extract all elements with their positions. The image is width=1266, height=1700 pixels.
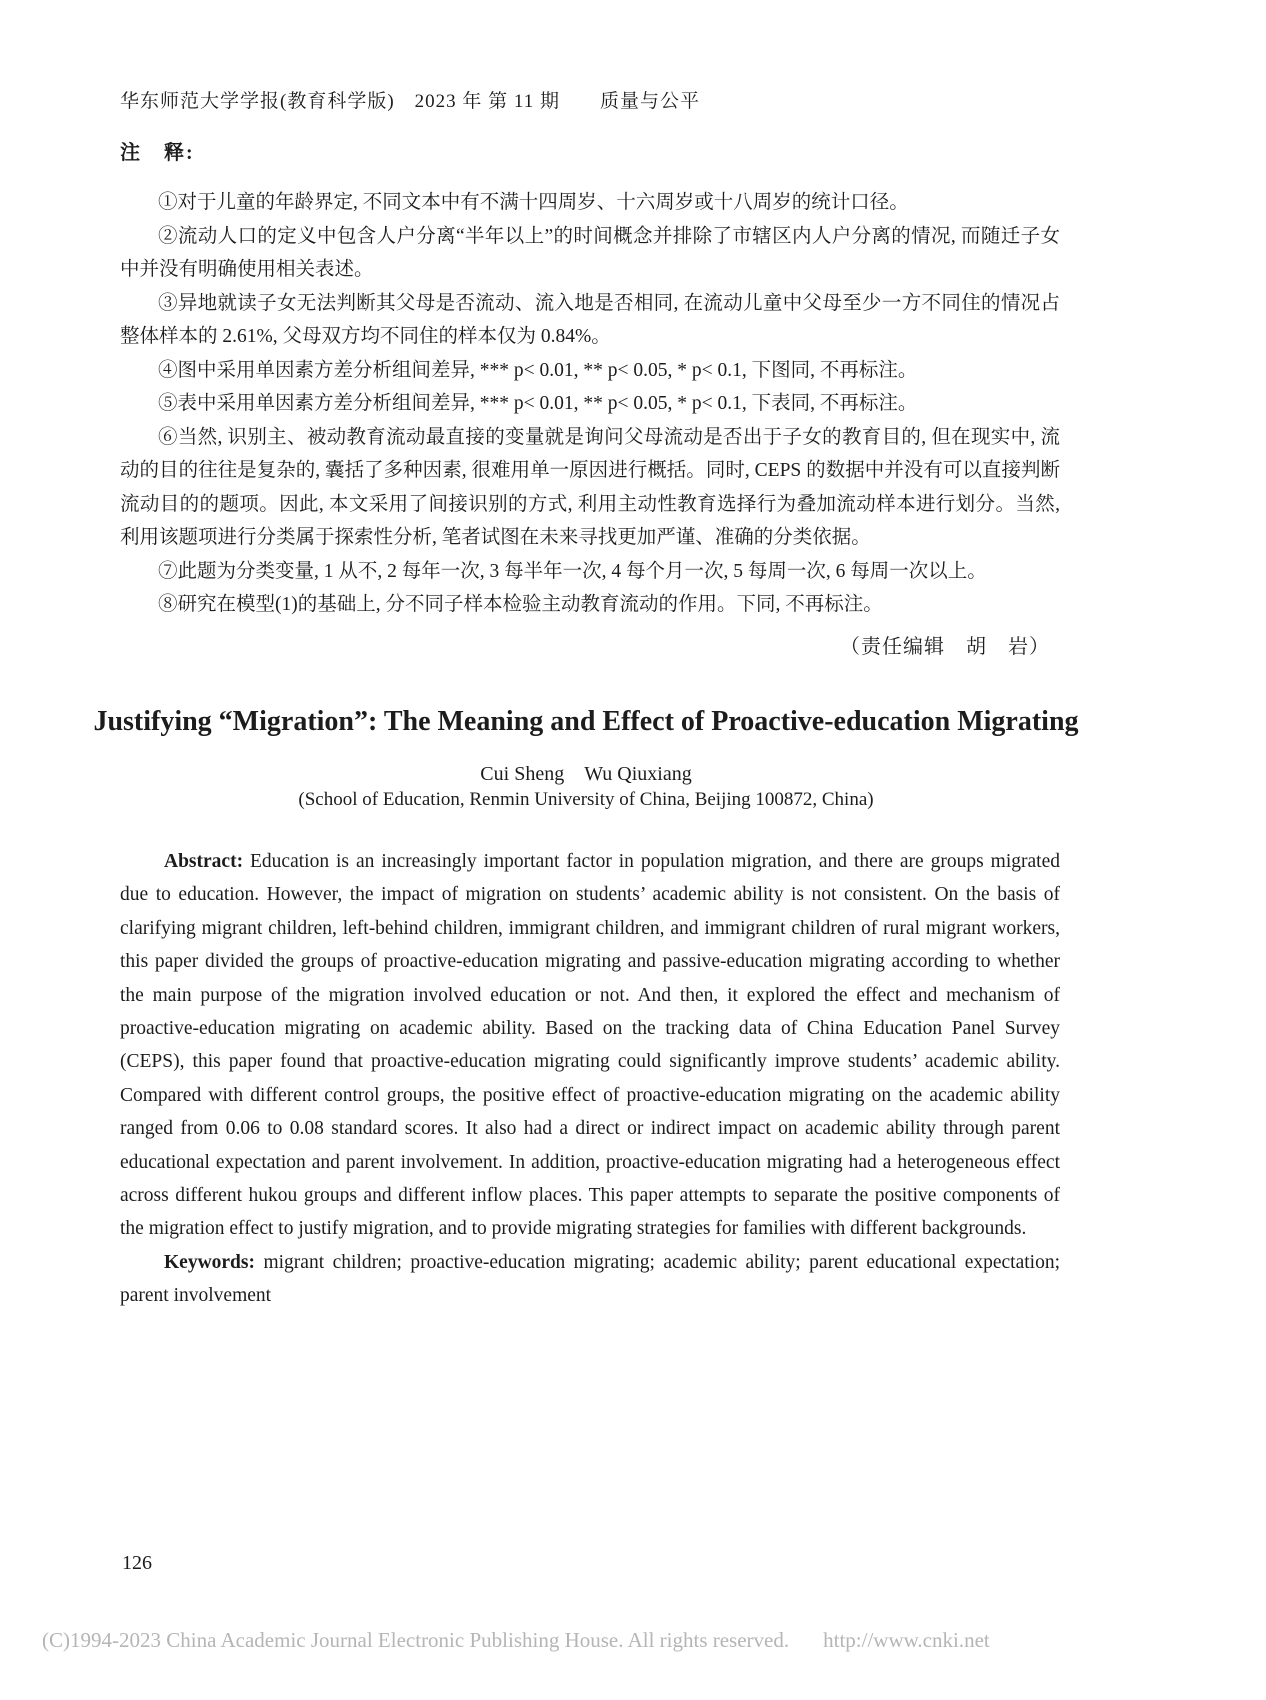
abstract-text: Education is an increasingly important factor in population migration, and there are groups migrated due to education. However, the impact of migration on students’ academic ability is not consistent. On the basis of clarifying migrant children, left-behind children, immigrant children, and immigrant children of rural migrant workers, this paper divided the groups of proactive-education migrating and passive-education migrating according to whether the main purpose of the migration involved education or not. And then, it explored the effect and mechanism of proactive-education migrating on academic ability. Based on the tracking data of China Education Panel Survey (CEPS), this paper found that proactive-education migrating could significantly improve students’ academic ability. Compared with different control groups, the positive effect of proactive-education migrating on the academic ability ranged from 0.06 to 0.08 standard scores. It also had a direct or indirect impact on academic ability through parent educational expectation and parent involvement. In addition, proactive-education migrating had a heterogeneous effect across different hukou groups and different inflow places. This paper attempts to separate the positive components of the migration effect to justify migration, and to provide migrating strategies for families with different backgrounds. (120, 851, 1060, 1240)
copyright-footer (42, 1628, 1242, 1653)
abstract-section (120, 845, 1060, 1313)
page-number: 126 (122, 1552, 152, 1574)
note-item-2: ②流动人口的定义中包含人户分离“半年以上”的时间概念并排除了市辖区内人户分离的情况, 而随迁子女中并没有明确使用相关表述。 (120, 225, 1060, 280)
article-authors: Cui Sheng Wu Qiuxiang (480, 763, 692, 785)
notes-list (120, 186, 1060, 622)
article-affiliation: (School of Education, Renmin University of China, Beijing 100872, China) (298, 789, 874, 810)
note-item-4: ④图中采用单因素方差分析组间差异, *** p< 0.01, ** p< 0.05, * p< 0.1, 下图同, 不再标注。 (158, 359, 918, 381)
keywords-paragraph (120, 1246, 1060, 1313)
note-item-7: ⑦此题为分类变量, 1 从不, 2 每年一次, 3 每半年一次, 4 每个月一次, 5 每周一次, 6 每周一次以上。 (158, 560, 987, 582)
notes-heading: 注 释: (120, 142, 195, 164)
article-title-english: Justifying “Migration”: The Meaning and Effect of Proactive-education Migrating (93, 706, 1079, 737)
note-item-1: ①对于儿童的年龄界定, 不同文本中有不满十四周岁、十六周岁或十八周岁的统计口径。 (158, 192, 909, 213)
copyright-text: (C)1994-2023 China Academic Journal Electronic Publishing House. All rights reserved. (42, 1628, 790, 1652)
journal-header: 华东师范大学学报(教育科学版) 2023 年 第 11 期 质量与公平 (120, 91, 700, 112)
abstract-label: Abstract: (164, 851, 244, 872)
footer-url: http://www.cnki.net (823, 1628, 990, 1652)
keywords-text: migrant children; proactive-education migrating; academic ability; parent educational expectation; parent involvement (120, 1251, 1060, 1307)
note-item-5: ⑤表中采用单因素方差分析组间差异, *** p< 0.01, ** p< 0.05, * p< 0.1, 下表同, 不再标注。 (158, 393, 918, 414)
note-item-8: ⑧研究在模型(1)的基础上, 分不同子样本检验主动教育流动的作用。下同, 不再标注。 (158, 594, 883, 615)
editor-credit: （责任编辑 胡 岩） (840, 636, 1050, 658)
abstract-paragraph (120, 845, 1060, 1246)
keywords-label: Keywords: (164, 1251, 255, 1273)
note-item-6: ⑥当然, 识别主、被动教育流动最直接的变量就是询问父母流动是否出于子女的教育目的, 但在现实中, 流动的目的往往是复杂的, 囊括了多种因素, 很难用单一原因进行概括。同时, CEPS 的数据中并没有可以直接判断流动目的的题项。因此, 本文采用了间接识别的方式, 利用主动性教育选择行为叠加流动样本进行划分。当然, 利用该题项进行分类属于探索性分析, 笔者试图在未来寻找更加严谨、准确的分类依据。 (120, 426, 1060, 548)
note-item-3: ③异地就读子女无法判断其父母是否流动、流入地是否相同, 在流动儿童中父母至少一方不同住的情况占整体样本的 2.61%, 父母双方均不同住的样本仅为 0.84%。 (120, 292, 1060, 347)
